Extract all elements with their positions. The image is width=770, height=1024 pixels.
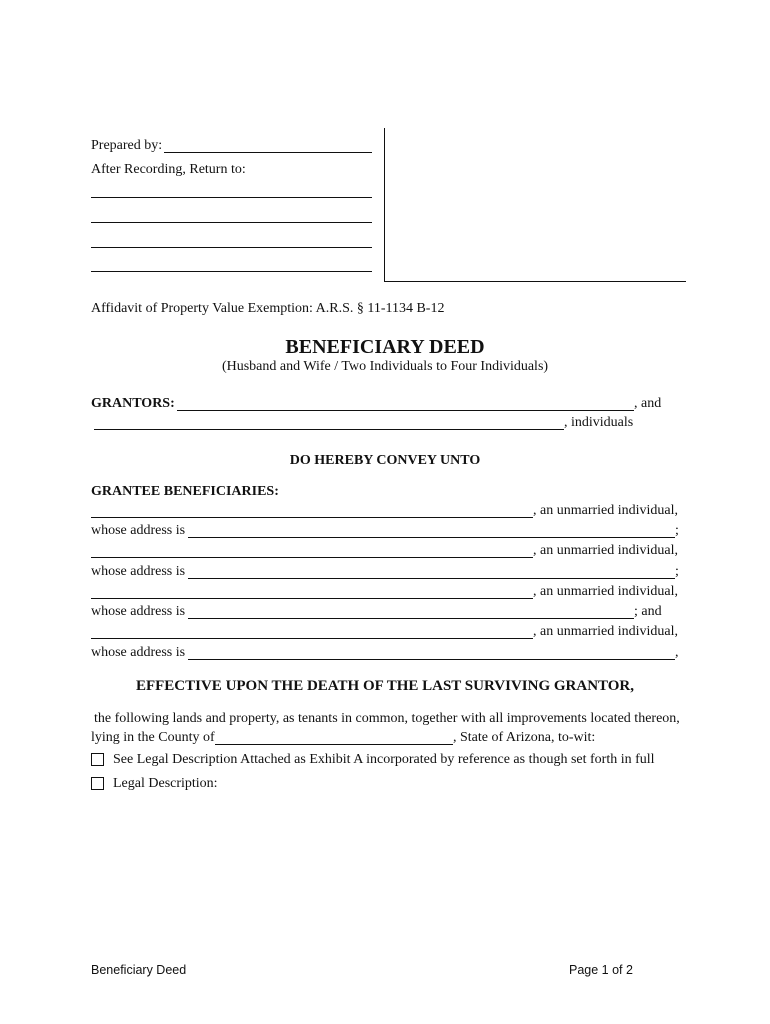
return-to-line-2[interactable] (91, 208, 372, 223)
grantor-1-field[interactable] (177, 396, 634, 411)
beneficiary-3-address-label: whose address is (91, 604, 186, 619)
beneficiary-2-unmarried-text: , an unmarried individual, (533, 543, 679, 558)
beneficiary-3-address-end: ; and (634, 604, 662, 619)
page-title: BENEFICIARY DEED (285, 336, 485, 358)
grantor-and-text: , and (634, 396, 662, 411)
affidavit-text: Affidavit of Property Value Exemption: A.R.S. § 11-1134 B-12 (91, 301, 445, 316)
beneficiary-1-unmarried-text: , an unmarried individual, (533, 503, 679, 518)
effective-heading: EFFECTIVE UPON THE DEATH OF THE LAST SURVIVING GRANTOR, (135, 678, 635, 694)
grantor-individuals-text: , individuals (564, 415, 634, 430)
beneficiaries-label: GRANTEE BENEFICIARIES: (91, 484, 279, 499)
beneficiary-4-address-label: whose address is (91, 645, 186, 660)
beneficiary-1-address-label: whose address is (91, 523, 186, 538)
county-field[interactable] (215, 730, 453, 745)
beneficiary-3-name-field[interactable] (91, 584, 533, 599)
legal-description-label: Legal Description: (113, 776, 218, 791)
recording-box-horizontal-rule (384, 281, 686, 282)
footer-document-name: Beneficiary Deed (91, 963, 187, 977)
county-prefix-text: lying in the County of (91, 730, 215, 745)
beneficiary-4-unmarried-text: , an unmarried individual, (533, 624, 679, 639)
beneficiary-1-address-field[interactable] (188, 523, 675, 538)
county-suffix-text: , State of Arizona, to-wit: (453, 730, 596, 745)
page-subtitle: (Husband and Wife / Two Individuals to Four Individuals) (221, 359, 549, 374)
prepared-by-field[interactable] (164, 138, 372, 153)
beneficiary-1-address-end: ; (675, 523, 679, 538)
convey-heading: DO HEREBY CONVEY UNTO (289, 453, 481, 468)
beneficiary-1-name-field[interactable] (91, 503, 533, 518)
return-to-line-3[interactable] (91, 233, 372, 248)
after-recording-label: After Recording, Return to: (91, 162, 246, 177)
beneficiary-3-address-field[interactable] (188, 604, 634, 619)
return-to-line-1[interactable] (91, 183, 372, 198)
grantors-label: GRANTORS: (91, 396, 175, 411)
beneficiary-2-address-end: ; (675, 564, 679, 579)
footer-page-number: Page 1 of 2 (569, 963, 633, 977)
beneficiary-2-address-label: whose address is (91, 564, 186, 579)
exhibit-label: See Legal Description Attached as Exhibit A incorporated by reference as though set forth in full (113, 752, 655, 767)
legal-description-checkbox[interactable] (91, 777, 104, 790)
recording-box-vertical-rule (384, 128, 385, 281)
beneficiary-4-name-field[interactable] (91, 624, 533, 639)
lands-text-line-1: the following lands and property, as tenants in common, together with all improvements located thereon, (94, 711, 680, 726)
beneficiary-2-name-field[interactable] (91, 543, 533, 558)
beneficiary-4-address-end: , (675, 645, 679, 660)
prepared-by-label: Prepared by: (91, 138, 163, 153)
beneficiary-3-unmarried-text: , an unmarried individual, (533, 584, 679, 599)
exhibit-checkbox[interactable] (91, 753, 104, 766)
beneficiary-2-address-field[interactable] (188, 564, 675, 579)
beneficiary-4-address-field[interactable] (188, 645, 675, 660)
grantor-2-field[interactable] (94, 415, 564, 430)
return-to-line-4[interactable] (91, 257, 372, 272)
